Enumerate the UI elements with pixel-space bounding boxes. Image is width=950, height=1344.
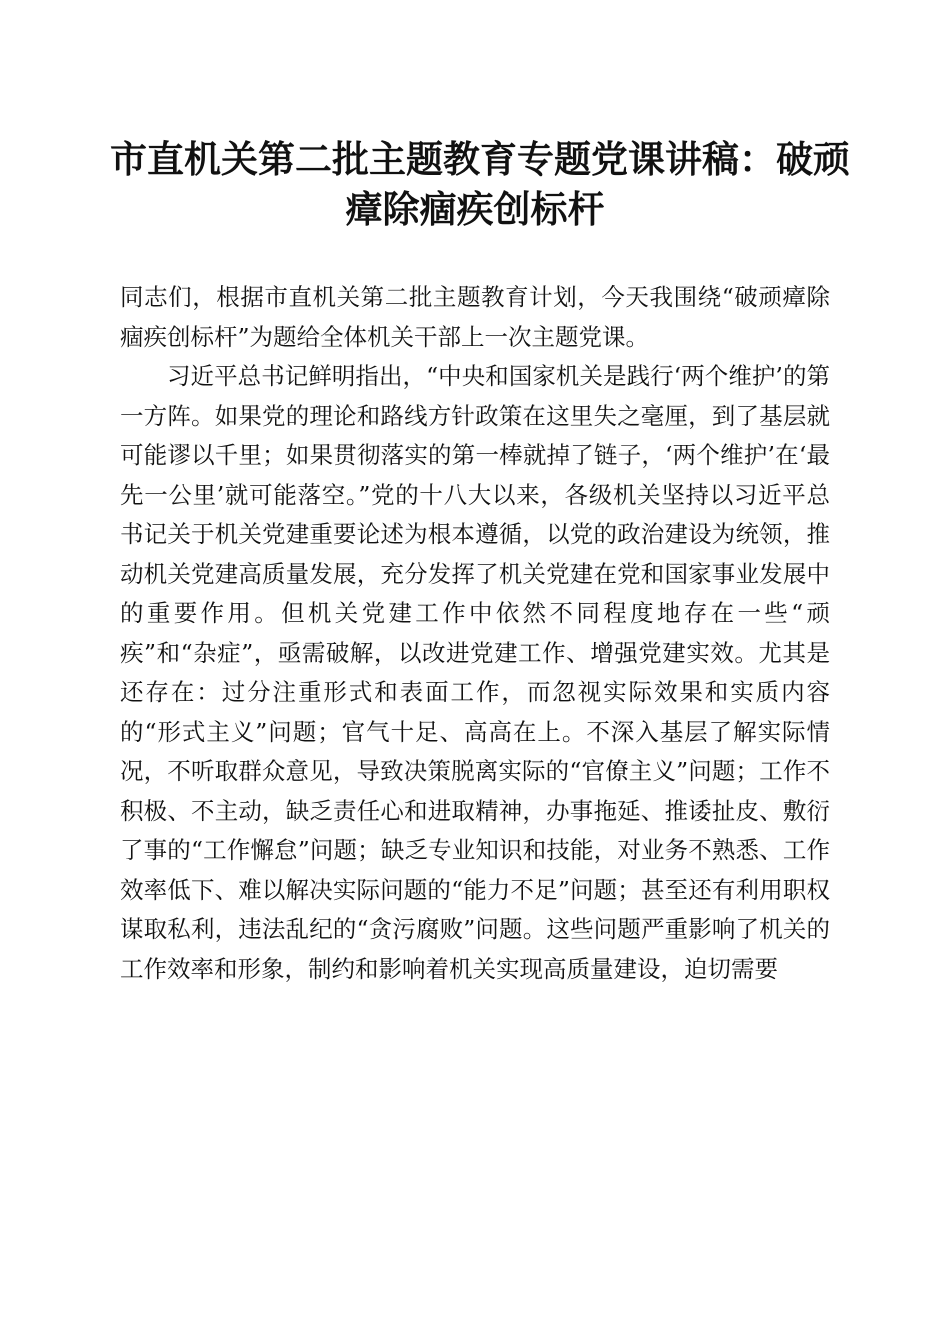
title-line-1: 市直机关第二批主题教育专题党课讲稿：破顽 [110, 137, 850, 181]
page-title [110, 134, 850, 234]
paragraph-main: 习近平总书记鲜明指出，“中央和国家机关是践行‘两个维护’的第一方阵。如果党的理论和路线方针政策在这里失之毫厘，到了基层就可能谬以千里；如果贯彻落实的第一棒就掉了链子，‘两个维护’在‘最先一公里’就可能落空。”党的十八大以来，各级机关坚持以习近平总书记关于机关党建重要论述为根本遵循，以党的政治建设为统领，推动机关党建高质量发展，充分发挥了机关党建在党和国家事业发展中的重要作用。但机关党建工作中依然不同程度地存在一些“顽疾”和“杂症”，亟需破解，以改进党建工作、增强党建实效。尤其是还存在：过分注重形式和表面工作，而忽视实际效果和实质内容的“形式主义”问题；官气十足、高高在上。不深入基层了解实际情况，不听取群众意见，导致决策脱离实际的“官僚主义”问题；工作不积极、不主动，缺乏责任心和进取精神，办事拖延、推诿扯皮、敷衍了事的“工作懈怠”问题；缺乏专业知识和技能，对业务不熟悉、工作效率低下、难以解决实际问题的“能力不足”问题；甚至还有利用职权谋取私利，违法乱纪的“贪污腐败”问题。这些问题严重影响了机关的工作效率和形象，制约和影响着机关实现高质量建设，迫切需要 [120, 362, 830, 983]
title-line-2: 瘴除痼疾创标杆 [345, 187, 605, 231]
document-body [120, 278, 830, 989]
paragraph-opening: 同志们，根据市直机关第二批主题教育计划，今天我围绕“破顽瘴除痼疾创标杆”为题给全体机关干部上一次主题党课。 [120, 283, 830, 351]
